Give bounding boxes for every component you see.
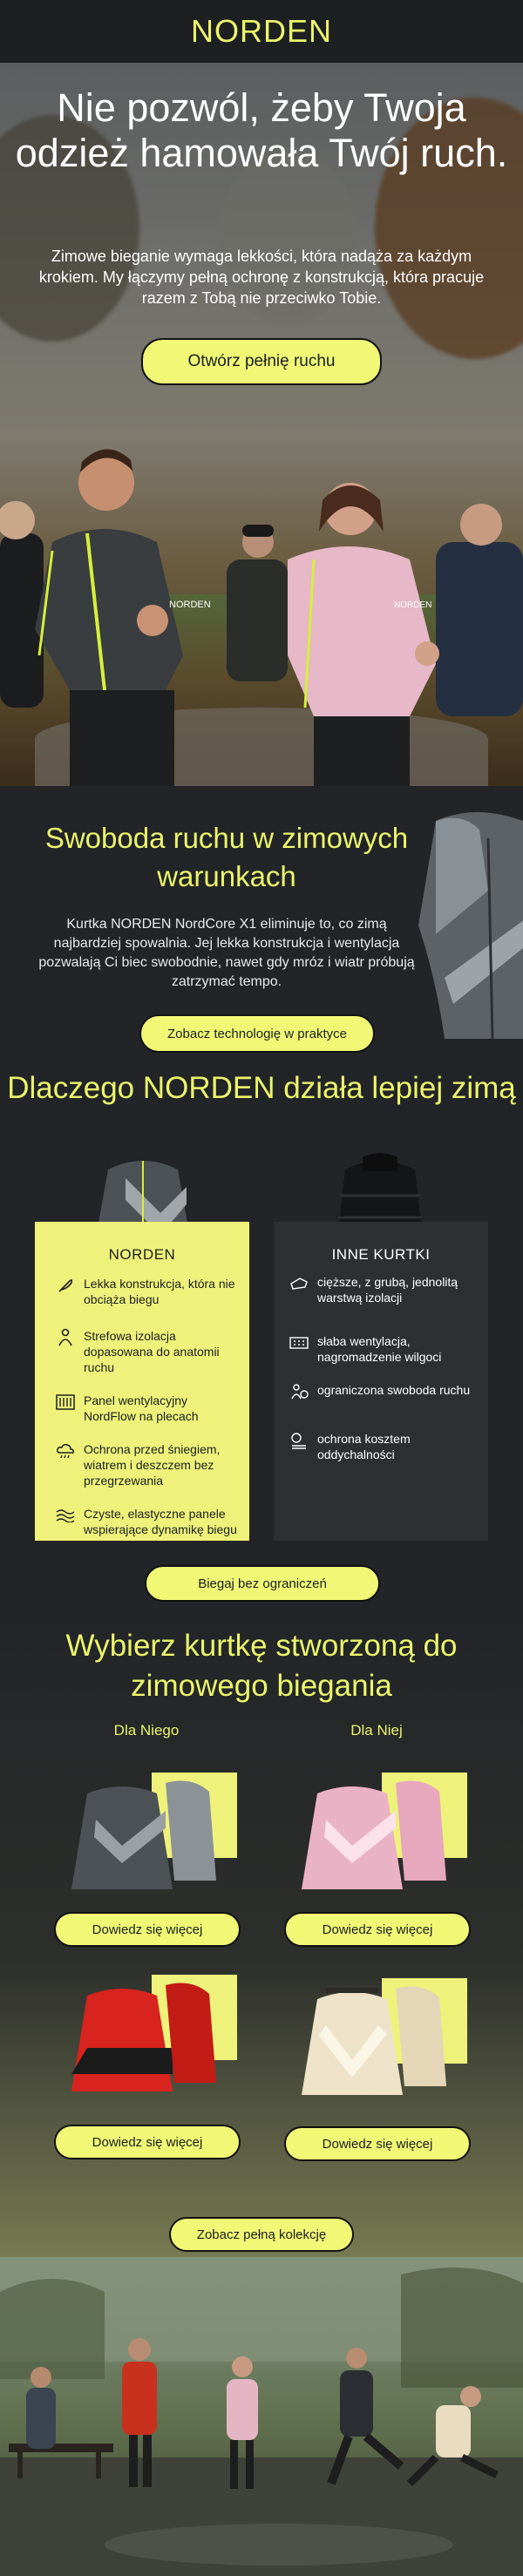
freedom-title: Swoboda ruchu w zimowych warunkach — [44, 822, 409, 892]
brand-logo[interactable]: NORDEN — [190, 13, 332, 49]
learn-more-button[interactable]: Dowiedz się więcej — [54, 1912, 241, 1947]
restricted-icon — [288, 1382, 310, 1401]
norden-feature-text: Strefowa izolacja dopasowana do anatomii ruchu — [84, 1329, 220, 1374]
cost-icon — [288, 1431, 310, 1450]
product-card-red[interactable] — [66, 1969, 241, 2100]
other-feature — [288, 1274, 471, 1305]
other-feature-text: cięższe, z grubą, jednolitą warstwą izolacji — [317, 1275, 458, 1305]
product-card-grey[interactable] — [66, 1767, 241, 1898]
grey-jacket-image — [70, 1767, 218, 1898]
norden-feature-text: Panel wentylacyjny NordFlow na plecach — [84, 1393, 199, 1423]
hero-section — [0, 63, 523, 786]
cream-jacket-image — [300, 1973, 448, 2104]
learn-more-button[interactable]: Dowiedz się więcej — [284, 2126, 471, 2161]
pink-jacket-image — [300, 1767, 448, 1898]
park-photo — [0, 2257, 523, 2576]
norden-feature — [54, 1506, 237, 1537]
product-card-cream[interactable] — [296, 1973, 471, 2104]
other-feature-text: słaba wentylacja, nagromadzenie wilgoci — [317, 1334, 442, 1364]
norden-feature-text: Lekka konstrukcja, która nie obciąża biegu — [84, 1277, 235, 1306]
see-full-collection-button[interactable]: Zobacz pełną kolekcję — [169, 2217, 354, 2252]
comparison-title: Dlaczego NORDEN działa lepiej zimą — [7, 1071, 516, 1105]
stretch-waves-icon — [54, 1506, 77, 1525]
moisture-icon — [288, 1333, 310, 1352]
other-jackets-column — [274, 1222, 488, 1541]
jacket-image — [410, 803, 523, 1056]
norden-feature-text: Ochrona przed śniegiem, wiatrem i deszczem bez przegrzewania — [84, 1442, 221, 1488]
feather-icon — [54, 1276, 77, 1295]
product-card-pink[interactable] — [296, 1767, 471, 1898]
runners-illustration — [0, 429, 523, 786]
red-jacket-image — [70, 1969, 218, 2100]
freedom-section — [0, 786, 523, 1065]
learn-more-button[interactable]: Dowiedz się więcej — [54, 2125, 241, 2159]
weather-icon — [54, 1441, 77, 1461]
ventilation-panel-icon — [54, 1393, 77, 1412]
other-feature-text: ograniczona swoboda ruchu — [317, 1383, 471, 1397]
weight-icon — [288, 1274, 310, 1293]
person-zone-icon — [54, 1328, 77, 1347]
norden-feature-text: Czyste, elastyczne panele wspierające dynamikę biegu — [84, 1507, 237, 1536]
jacket-logo-him: NORDEN — [169, 600, 211, 610]
other-column-title: INNE KURTKI — [331, 1246, 431, 1263]
products-title: Wybierz kurtkę stworzoną do zimowego biegania — [65, 1629, 458, 1703]
other-feature-text: ochrona kosztem oddychalności — [317, 1432, 411, 1461]
hero-title: Nie pozwól, żeby Twoja odzież hamowała Twój ruch. — [15, 85, 508, 175]
see-technology-button[interactable]: Zobacz technologię w praktyce — [139, 1014, 375, 1053]
for-him-label: Dla Niego — [113, 1722, 180, 1739]
other-feature — [288, 1333, 471, 1365]
products-section — [0, 1605, 523, 2257]
norden-column — [35, 1222, 249, 1541]
for-her-label: Dla Niej — [350, 1722, 403, 1739]
other-feature — [288, 1431, 471, 1462]
norden-feature — [54, 1441, 237, 1488]
norden-feature — [54, 1328, 237, 1375]
comparison-section — [0, 1065, 523, 1605]
park-runners-illustration — [0, 2257, 523, 2576]
open-movement-button[interactable]: Otwórz pełnię ruchu — [141, 338, 382, 385]
jacket-logo-her: NORDEN — [394, 600, 432, 610]
hero-subtitle: Zimowe bieganie wymaga lekkości, która nadąża za każdym krokiem. My łączymy pełną ochronę z konstrukcją, która pracuje razem z Tobą nie przeciwko Tobie. — [38, 247, 485, 307]
run-unlimited-button[interactable]: Biegaj bez ograniczeń — [145, 1565, 380, 1602]
learn-more-button[interactable]: Dowiedz się więcej — [284, 1912, 471, 1947]
freedom-text: Kurtka NORDEN NordCore X1 eliminuje to, co zimą najbardziej spowalnia. Jej lekka konstrukcja i wentylacja pozwalają Ci biec swobodnie, nawet gdy mróz i wiatr próbują zatrzymać tempo. — [38, 917, 415, 989]
norden-feature — [54, 1393, 237, 1424]
norden-column-title: NORDEN — [108, 1246, 176, 1263]
other-feature — [288, 1382, 471, 1401]
norden-feature — [54, 1276, 237, 1307]
header — [0, 0, 523, 63]
